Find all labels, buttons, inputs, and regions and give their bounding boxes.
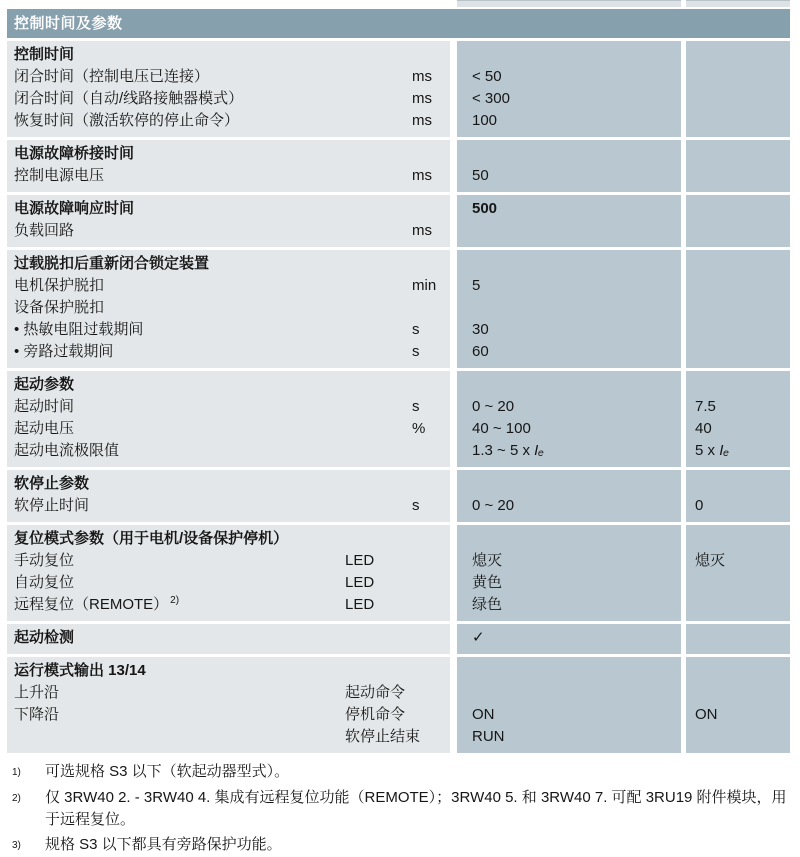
row-value-2 <box>695 253 790 275</box>
section-label-cell <box>7 624 450 654</box>
column-gap <box>450 470 457 522</box>
row-value-1: 100 <box>472 112 498 129</box>
row-condition <box>345 143 450 165</box>
row-unit: % <box>412 420 426 437</box>
footnote <box>12 787 790 831</box>
row-label: 起动电流极限值 <box>14 442 120 459</box>
row-label: 过载脱扣后重新闭合锁定装置 <box>14 255 210 272</box>
row-label-line <box>14 550 450 572</box>
row-unit: ms <box>412 90 432 107</box>
table-section <box>7 250 790 368</box>
row-value-2: 熄灭 <box>695 552 726 569</box>
spec-table <box>7 41 790 753</box>
row-condition <box>345 528 450 550</box>
column-gap <box>450 371 457 467</box>
previous-table-bottom-strip <box>7 0 790 7</box>
row-value-1: 0 ~ 20 <box>472 398 515 415</box>
row-label: 闭合时间（控制电压已连接） <box>14 68 210 85</box>
row-label: 复位模式参数（用于电机/设备保护停机） <box>14 530 289 547</box>
row-label-line <box>14 198 450 220</box>
row-value-2 <box>695 275 790 297</box>
section-label-cell <box>7 371 450 467</box>
row-condition: 软停止结束 <box>345 728 421 745</box>
row-value-2: 0 <box>695 497 704 514</box>
row-condition: 起动命令 <box>345 684 406 701</box>
section-label-cell <box>7 195 450 247</box>
section-value2-cell <box>686 624 790 654</box>
row-label-line <box>14 396 450 418</box>
section-value1-cell <box>457 657 681 753</box>
row-label-line <box>14 572 450 594</box>
row-unit: s <box>412 398 420 415</box>
table-section <box>7 140 790 192</box>
section-label-cell <box>7 470 450 522</box>
row-value-1: 1.3 ~ 5 x Iₑ <box>472 442 545 459</box>
row-condition: LED <box>345 552 375 569</box>
section-value2-cell <box>686 140 790 192</box>
column-gap <box>450 657 457 753</box>
row-label-line <box>14 594 450 616</box>
table-title: 控制时间及参数 <box>14 15 123 32</box>
row-label-line <box>14 88 450 110</box>
row-value-2 <box>695 220 790 242</box>
footnote-text: 仅 3RW40 2. - 3RW40 4. 集成有远程复位功能（REMOTE）；3RW40 5. 和 3RW40 7. 可配 3RU19 附件模块，用于远程复位。 <box>45 789 787 828</box>
row-value-1: 黄色 <box>472 574 503 591</box>
table-section <box>7 525 790 621</box>
row-condition: 停机命令 <box>345 706 406 723</box>
column-gap <box>450 41 457 137</box>
row-label-line <box>14 165 450 187</box>
row-label-line <box>14 297 450 319</box>
row-label: 电机保护脱扣 <box>14 277 105 294</box>
row-label: 手动复位 <box>14 552 75 569</box>
section-label-cell <box>7 525 450 621</box>
row-label: 起动时间 <box>14 398 75 415</box>
row-label: 下降沿 <box>14 706 60 723</box>
row-value-2 <box>695 165 790 187</box>
row-value-1: 熄灭 <box>472 552 503 569</box>
row-value-1 <box>472 528 681 550</box>
row-value-1: 500 <box>472 200 498 217</box>
row-value-1: < 300 <box>472 90 510 107</box>
row-condition <box>345 660 450 682</box>
table-section <box>7 195 790 247</box>
footnote-marker: 2) <box>12 793 21 804</box>
section-value1-cell <box>457 41 681 137</box>
row-label: • 热敏电阻过载期间 <box>14 321 144 338</box>
row-value-2 <box>695 297 790 319</box>
row-label-line <box>14 275 450 297</box>
column-gap <box>450 250 457 368</box>
row-value-2: 5 x Iₑ <box>695 442 730 459</box>
section-value1-cell <box>457 195 681 247</box>
footnote <box>12 834 790 857</box>
row-value-1: 50 <box>472 167 489 184</box>
section-label-cell <box>7 140 450 192</box>
row-value-1 <box>472 143 681 165</box>
row-value-1: 40 ~ 100 <box>472 420 531 437</box>
row-label-line <box>14 220 450 242</box>
section-value2-cell <box>686 470 790 522</box>
row-label-line <box>14 440 450 462</box>
section-value2-cell <box>686 371 790 467</box>
row-condition: LED <box>345 596 375 613</box>
row-value-2 <box>695 627 790 649</box>
row-value-1: 绿色 <box>472 596 503 613</box>
row-condition <box>345 473 450 495</box>
footnote-marker: 3) <box>12 840 21 851</box>
row-value-1 <box>472 297 681 319</box>
row-value-2 <box>695 660 790 682</box>
row-label: 远程复位（REMOTE） $^{2)}$ <box>14 595 180 613</box>
row-label: 起动检测 <box>14 629 75 646</box>
table-section <box>7 657 790 753</box>
row-value-1: ON <box>472 706 495 723</box>
row-label: 闭合时间（自动/线路接触器模式） <box>14 90 244 107</box>
row-label: 设备保护脱扣 <box>14 299 105 316</box>
row-label-line <box>14 682 450 704</box>
row-label-line <box>14 341 450 363</box>
row-condition <box>345 297 450 319</box>
row-value-1 <box>472 374 681 396</box>
strip-value2-cell <box>686 0 790 7</box>
footnotes <box>7 761 790 857</box>
row-value-2 <box>695 44 790 66</box>
row-label-line <box>14 627 450 649</box>
row-condition: LED <box>345 574 375 591</box>
row-label: 起动电压 <box>14 420 75 437</box>
table-section <box>7 371 790 467</box>
row-label-line <box>14 374 450 396</box>
row-value-2 <box>695 143 790 165</box>
section-value1-cell <box>457 250 681 368</box>
table-section <box>7 470 790 522</box>
row-label-line <box>14 528 450 550</box>
column-gap <box>450 140 457 192</box>
footnote-reference: 2) <box>170 595 180 606</box>
row-label: • 旁路过载期间 <box>14 343 114 360</box>
row-label-line <box>14 660 450 682</box>
row-label-line <box>14 110 450 132</box>
section-label-cell <box>7 657 450 753</box>
row-value-2 <box>695 374 790 396</box>
row-label: 控制时间 <box>14 46 75 63</box>
row-value-1 <box>472 473 681 495</box>
strip-left-spacer <box>7 0 457 7</box>
row-value-2 <box>695 594 790 616</box>
footnote-text: 可选规格 S3 以下（软起动器型式）。 <box>45 763 290 780</box>
section-value2-cell <box>686 41 790 137</box>
row-label: 软停止时间 <box>14 497 90 514</box>
section-label-cell <box>7 250 450 368</box>
row-value-2 <box>695 319 790 341</box>
row-value-2 <box>695 66 790 88</box>
row-unit: ms <box>412 68 432 85</box>
section-value1-cell <box>457 371 681 467</box>
row-unit: s <box>412 497 420 514</box>
row-value-2 <box>695 726 790 748</box>
row-label: 运行模式输出 13/14 <box>14 662 146 679</box>
section-value2-cell <box>686 657 790 753</box>
row-value-2: 40 <box>695 420 712 437</box>
table-title-bar <box>7 9 790 38</box>
row-value-2 <box>695 682 790 704</box>
row-label-line <box>14 66 450 88</box>
strip-value1-cell <box>457 0 681 7</box>
row-condition <box>345 253 450 275</box>
footnote-marker: 1) <box>12 767 21 778</box>
row-unit: ms <box>412 112 432 129</box>
row-unit: ms <box>412 167 432 184</box>
row-value-1: 5 <box>472 277 481 294</box>
row-value-2 <box>695 473 790 495</box>
row-label: 上升沿 <box>14 684 60 701</box>
row-value-1 <box>472 220 681 242</box>
row-label-line <box>14 418 450 440</box>
row-label <box>14 726 345 748</box>
row-condition <box>345 440 450 462</box>
row-value-2 <box>695 341 790 363</box>
row-label: 控制电源电压 <box>14 167 105 184</box>
row-value-2: ON <box>695 706 718 723</box>
section-value2-cell <box>686 250 790 368</box>
footnote-text: 规格 S3 以下都具有旁路保护功能。 <box>45 836 282 853</box>
section-label-cell <box>7 41 450 137</box>
row-value-2 <box>695 198 790 220</box>
section-value1-cell <box>457 525 681 621</box>
row-label-line <box>14 143 450 165</box>
row-value-2 <box>695 110 790 132</box>
table-section <box>7 624 790 654</box>
row-value-2 <box>695 572 790 594</box>
row-value-2 <box>695 88 790 110</box>
table-section <box>7 41 790 137</box>
row-condition <box>345 198 450 220</box>
row-condition <box>345 44 450 66</box>
row-label-line <box>14 495 450 517</box>
row-value-1: ✓ <box>472 629 485 646</box>
row-value-1 <box>472 682 681 704</box>
row-label: 软停止参数 <box>14 475 90 492</box>
row-label: 电源故障响应时间 <box>14 200 135 217</box>
row-unit: s <box>412 343 420 360</box>
row-label: 电源故障桥接时间 <box>14 145 135 162</box>
section-value1-cell <box>457 140 681 192</box>
section-value2-cell <box>686 195 790 247</box>
row-label-line <box>14 726 450 748</box>
section-value1-cell <box>457 470 681 522</box>
section-value2-cell <box>686 525 790 621</box>
row-value-1 <box>472 660 681 682</box>
row-label: 负载回路 <box>14 222 75 239</box>
row-label-line <box>14 44 450 66</box>
row-label-line <box>14 253 450 275</box>
row-label-line <box>14 473 450 495</box>
row-value-1: < 50 <box>472 68 502 85</box>
row-value-2: 7.5 <box>695 398 716 415</box>
row-value-1: 0 ~ 20 <box>472 497 515 514</box>
row-unit: min <box>412 277 437 294</box>
column-gap <box>450 624 457 654</box>
row-condition <box>345 627 450 649</box>
row-value-1 <box>472 44 681 66</box>
row-unit: s <box>412 321 420 338</box>
column-gap <box>450 525 457 621</box>
row-value-1: 30 <box>472 321 489 338</box>
section-value1-cell <box>457 624 681 654</box>
row-value-2 <box>695 528 790 550</box>
column-gap <box>450 195 457 247</box>
row-label: 自动复位 <box>14 574 75 591</box>
row-label-line <box>14 704 450 726</box>
row-condition <box>345 374 450 396</box>
footnote <box>12 761 790 784</box>
row-label: 起动参数 <box>14 376 75 393</box>
row-label: 恢复时间（激活软停的停止命令） <box>14 112 240 129</box>
row-value-1 <box>472 253 681 275</box>
row-label-line <box>14 319 450 341</box>
row-unit: ms <box>412 222 432 239</box>
row-value-1: RUN <box>472 728 505 745</box>
row-value-1: 60 <box>472 343 489 360</box>
